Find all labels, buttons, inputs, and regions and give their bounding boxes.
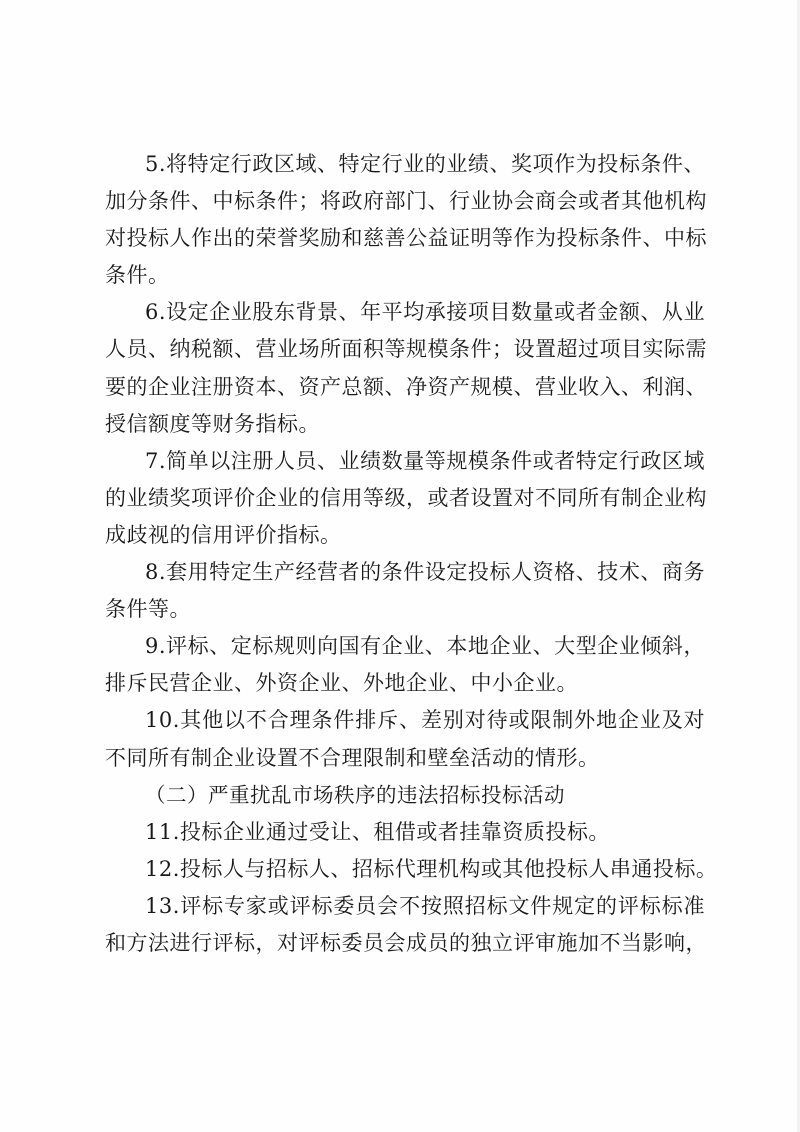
- item-8-line-2: 条件等。: [105, 597, 191, 622]
- item-5-line-4: 条件。: [105, 263, 170, 288]
- item-8-line-1: 8.套用特定生产经营者的条件设定投标人资格、技术、商务: [145, 560, 705, 585]
- item-6-line-1: 6.设定企业股东背景、年平均承接项目数量或者金额、从业: [145, 300, 705, 325]
- item-13-line-1: 13.评标专家或评标委员会不按照招标文件规定的评标标准: [145, 893, 705, 918]
- document-body: [105, 146, 718, 962]
- item-9-line-1: 9.评标、定标规则向国有企业、本地企业、大型企业倾斜，: [145, 634, 705, 659]
- item-7-line-1: 7.简单以注册人员、业绩数量等规模条件或者特定行政区域: [145, 448, 705, 473]
- section-heading: （二）严重扰乱市场秩序的违法招标投标活动: [145, 782, 565, 807]
- item-5-line-3: 对投标人作出的荣誉奖励和慈善公益证明等作为投标条件、中标: [105, 226, 707, 251]
- item-13-line-2: 和方法进行评标，对评标委员会成员的独立评审施加不当影响，: [105, 930, 707, 955]
- item-6-line-2: 人员、纳税额、营业场所面积等规模条件；设置超过项目实际需: [105, 337, 707, 362]
- item-5-line-2: 加分条件、中标条件；将政府部门、行业协会商会或者其他机构: [105, 189, 707, 214]
- item-6-line-4: 授信额度等财务指标。: [105, 411, 320, 436]
- item-12-line-1: 12.投标人与招标人、招标代理机构或其他投标人串通投标。: [145, 856, 718, 881]
- item-5-line-1: 5.将特定行政区域、特定行业的业绩、奖项作为投标条件、: [145, 152, 705, 176]
- item-6-line-3: 要的企业注册资本、资产总额、净资产规模、营业收入、利润、: [105, 374, 707, 399]
- item-10-line-2: 不同所有制企业设置不合理限制和壁垒活动的情形。: [105, 745, 600, 770]
- item-11-line-1: 11.投标企业通过受让、租借或者挂靠资质投标。: [145, 819, 610, 844]
- item-7-line-3: 成歧视的信用评价指标。: [105, 522, 342, 547]
- item-10-line-1: 10.其他以不合理条件排斥、差别对待或限制外地企业及对: [145, 708, 705, 733]
- item-7-line-2: 的业绩奖项评价企业的信用等级，或者设置对不同所有制企业构: [105, 485, 707, 510]
- item-9-line-2: 排斥民营企业、外资企业、外地企业、中小企业。: [105, 671, 578, 696]
